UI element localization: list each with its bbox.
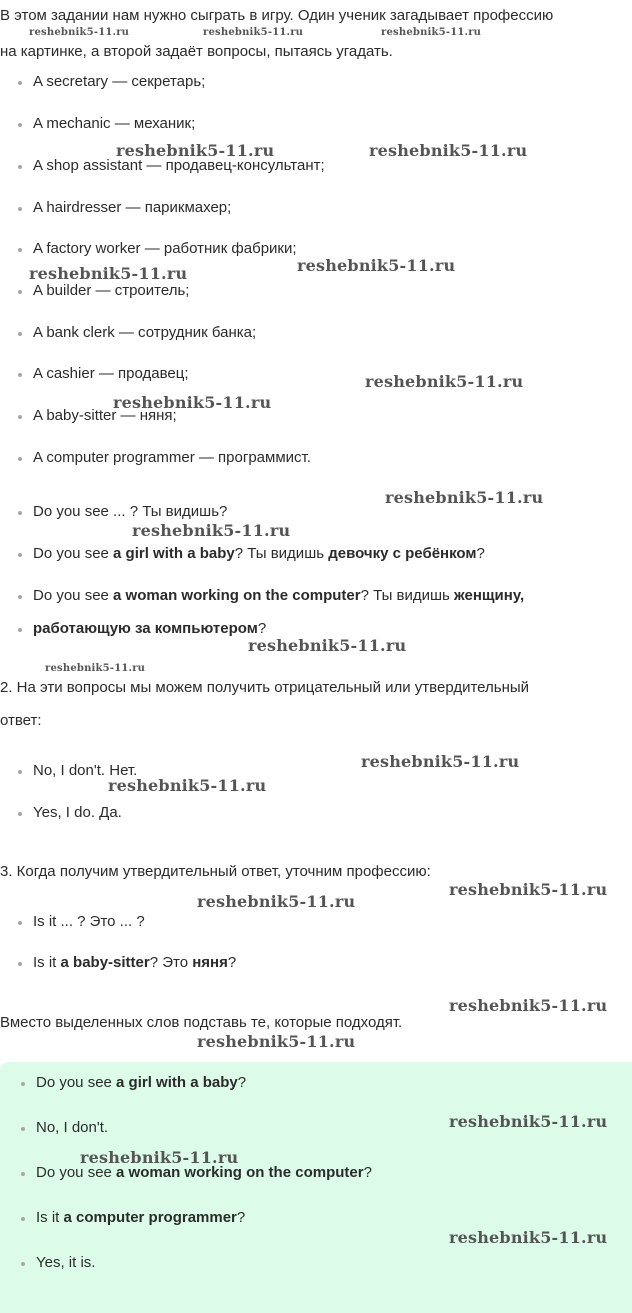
list-item: A mechanic — механик; <box>33 115 196 132</box>
instruction-text: Вместо выделенных слов подставь те, которые подходят. <box>0 1014 403 1031</box>
list-item: No, I don't. <box>36 1119 109 1136</box>
watermark: reshebnik5-11.ru <box>449 1112 608 1131</box>
watermark: reshebnik5-11.ru <box>113 393 272 412</box>
watermark: reshebnik5-11.ru <box>381 27 482 38</box>
watermark: reshebnik5-11.ru <box>297 256 456 275</box>
section-2-line-2: ответ: <box>0 712 42 729</box>
list-item: A bank clerk — сотрудник банка; <box>33 324 257 341</box>
list-item: Do you see a woman working on the computer? Ты видишь женщину, <box>33 587 525 604</box>
list-item: A baby-sitter — няня; <box>33 407 177 424</box>
list-item: Do you see a girl with a baby? <box>36 1074 247 1091</box>
watermark: reshebnik5-11.ru <box>248 636 407 655</box>
list-item-continuation: работающую за компьютером? <box>33 620 267 637</box>
list-item: No, I don't. Нет. <box>33 762 138 779</box>
section-2-line-1: 2. На эти вопросы мы можем получить отрицательный или утвердительный <box>0 679 530 696</box>
watermark: reshebnik5-11.ru <box>365 372 524 391</box>
intro-line-1: В этом задании нам нужно сыграть в игру. Один ученик загадывает профессию <box>0 7 554 24</box>
list-item: Do you see a woman working on the computer? <box>36 1164 372 1181</box>
watermark: reshebnik5-11.ru <box>197 1032 356 1051</box>
list-item: A hairdresser — парикмахер; <box>33 199 232 216</box>
watermark: reshebnik5-11.ru <box>361 752 520 771</box>
list-item: A factory worker — работник фабрики; <box>33 240 297 257</box>
answer-box <box>0 1062 632 1313</box>
list-item: Is it a baby-sitter? Это няня? <box>33 954 237 971</box>
watermark: reshebnik5-11.ru <box>29 27 130 38</box>
list-item: A shop assistant — продавец-консультант; <box>33 157 325 174</box>
watermark: reshebnik5-11.ru <box>449 996 608 1015</box>
watermark: reshebnik5-11.ru <box>203 27 304 38</box>
watermark: reshebnik5-11.ru <box>45 663 146 674</box>
list-item: A builder — строитель; <box>33 282 190 299</box>
watermark: reshebnik5-11.ru <box>132 521 291 540</box>
watermark: reshebnik5-11.ru <box>80 1148 239 1167</box>
watermark: reshebnik5-11.ru <box>116 141 275 160</box>
list-item: Do you see a girl with a baby? Ты видишь девочку с ребёнком? <box>33 545 485 562</box>
watermark: reshebnik5-11.ru <box>385 488 544 507</box>
list-item: Is it ... ? Это ... ? <box>33 913 145 930</box>
watermark: reshebnik5-11.ru <box>449 1228 608 1247</box>
watermark: reshebnik5-11.ru <box>369 141 528 160</box>
watermark: reshebnik5-11.ru <box>29 264 188 283</box>
watermark: reshebnik5-11.ru <box>449 880 608 899</box>
list-item: Do you see ... ? Ты видишь? <box>33 503 228 520</box>
intro-line-2: на картинке, а второй задаёт вопросы, пытаясь угадать. <box>0 43 393 60</box>
list-item: A cashier — продавец; <box>33 365 189 382</box>
watermark: reshebnik5-11.ru <box>108 776 267 795</box>
list-item: Yes, it is. <box>36 1254 96 1271</box>
list-item: A computer programmer — программист. <box>33 449 311 466</box>
list-item: Is it a computer programmer? <box>36 1209 246 1226</box>
list-item: A secretary — секретарь; <box>33 73 206 90</box>
section-3-line-1: 3. Когда получим утвердительный ответ, уточним профессию: <box>0 863 431 880</box>
list-item: Yes, I do. Да. <box>33 804 122 821</box>
watermark: reshebnik5-11.ru <box>197 892 356 911</box>
